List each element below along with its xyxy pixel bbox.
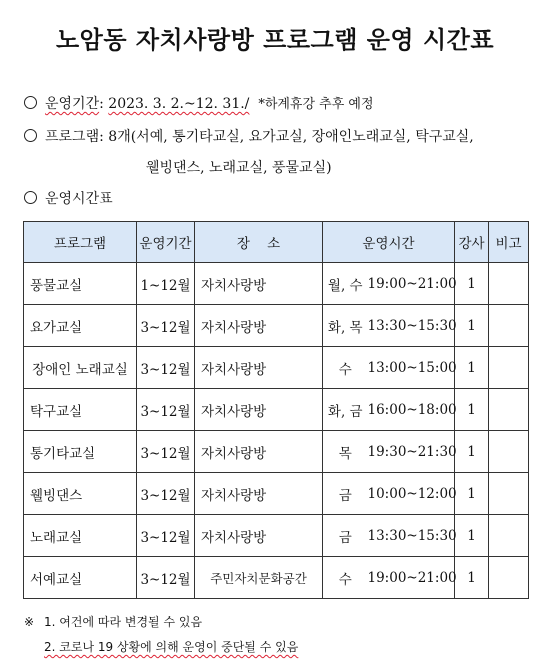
instructor-cell: 1	[455, 557, 489, 599]
programs-line: 프로그램: 8개(서예, 통기타교실, 요가교실, 장애인노래교실, 탁구교실,	[24, 126, 474, 146]
period-cell: 3~12월	[137, 389, 195, 431]
instructor-cell: 1	[455, 347, 489, 389]
period-cell: 3~12월	[137, 305, 195, 347]
table-row	[24, 263, 529, 305]
note-cell	[489, 389, 529, 431]
program-cell: 요가교실	[24, 305, 137, 347]
programs-line1: 8개(서예, 통기타교실, 요가교실, 장애인노래교실, 탁구교실,	[108, 129, 474, 145]
time-cell: 16:00~18:00	[368, 389, 455, 431]
day-cell: 금	[323, 473, 368, 515]
note-text: 1. 여건에 따라 변경될 수 있음	[44, 615, 203, 629]
day-cell: 수	[323, 557, 368, 599]
program-cell: 노래교실	[24, 515, 137, 557]
programs-line2: 웰빙댄스, 노래교실, 풍물교실)	[146, 160, 332, 176]
note-cell	[489, 263, 529, 305]
schedule-label: 운영시간표	[45, 191, 113, 207]
time-cell: 10:00~12:00	[368, 473, 455, 515]
program-cell: 장애인 노래교실	[24, 347, 137, 389]
time-cell: 19:00~21:00	[368, 557, 455, 599]
instructor-cell: 1	[455, 431, 489, 473]
header-program: 프로그램	[24, 222, 137, 263]
period-value: 2023. 3. 2.~12. 31./	[108, 96, 250, 112]
note-text: 2. 코로나 19 상황에 의해 운영이 중단될 수 있음	[44, 640, 299, 654]
note-cell	[489, 431, 529, 473]
time-cell: 13:30~15:30	[368, 515, 455, 557]
notes-section	[24, 613, 298, 663]
time-cell: 13:30~15:30	[368, 305, 455, 347]
table-header-row	[24, 222, 529, 263]
circle-bullet-icon	[24, 129, 37, 142]
program-cell: 웰빙댄스	[24, 473, 137, 515]
program-cell: 탁구교실	[24, 389, 137, 431]
instructor-cell: 1	[455, 305, 489, 347]
place-cell: 자치사랑방	[195, 389, 323, 431]
header-instructor: 강사	[455, 222, 489, 263]
table-row	[24, 431, 529, 473]
day-cell: 월, 수	[323, 263, 368, 305]
table-row	[24, 347, 529, 389]
period-cell: 3~12월	[137, 515, 195, 557]
program-cell: 서예교실	[24, 557, 137, 599]
period-line: 운영기간: 2023. 3. 2.~12. 31./ *하계휴강 추후 예정	[24, 93, 374, 113]
note-cell	[489, 305, 529, 347]
note-cell	[489, 515, 529, 557]
place-cell: 자치사랑방	[195, 305, 323, 347]
instructor-cell: 1	[455, 389, 489, 431]
period-cell: 3~12월	[137, 431, 195, 473]
note-marker: ※	[24, 615, 35, 629]
program-cell: 풍물교실	[24, 263, 137, 305]
period-cell: 3~12월	[137, 347, 195, 389]
note-item	[24, 613, 298, 630]
header-period: 운영기간	[137, 222, 195, 263]
day-cell: 금	[323, 515, 368, 557]
day-cell: 화, 목	[323, 305, 368, 347]
table-row	[24, 389, 529, 431]
place-cell: 자치사랑방	[195, 347, 323, 389]
note-cell	[489, 473, 529, 515]
circle-bullet-icon	[24, 96, 37, 109]
day-cell: 화, 금	[323, 389, 368, 431]
place-cell: 자치사랑방	[195, 263, 323, 305]
time-cell: 19:30~21:30	[368, 431, 455, 473]
period-cell: 3~12월	[137, 473, 195, 515]
program-cell: 통기타교실	[24, 431, 137, 473]
table-row	[24, 515, 529, 557]
day-cell: 목	[323, 431, 368, 473]
time-cell: 13:00~15:00	[368, 347, 455, 389]
programs-label: 프로그램	[45, 129, 100, 145]
schedule-heading	[24, 188, 113, 208]
table-row	[24, 557, 529, 599]
period-cell: 1~12월	[137, 263, 195, 305]
period-note: *하계휴강 추후 예정	[258, 97, 374, 112]
schedule-table	[23, 221, 529, 599]
instructor-cell: 1	[455, 515, 489, 557]
note-item	[24, 638, 298, 655]
time-cell: 19:00~21:00	[368, 263, 455, 305]
table-row	[24, 305, 529, 347]
header-place: 장 소	[195, 222, 323, 263]
instructor-cell: 1	[455, 263, 489, 305]
header-time: 운영시간	[323, 222, 455, 263]
place-cell: 자치사랑방	[195, 431, 323, 473]
instructor-cell: 1	[455, 473, 489, 515]
place-cell: 자치사랑방	[195, 515, 323, 557]
page-title: 노암동 자치사랑방 프로그램 운영 시간표	[55, 26, 495, 54]
note-cell	[489, 347, 529, 389]
table-row	[24, 473, 529, 515]
header-note: 비고	[489, 222, 529, 263]
place-cell: 주민자치문화공간	[195, 557, 323, 599]
place-cell: 자치사랑방	[195, 473, 323, 515]
period-cell: 3~12월	[137, 557, 195, 599]
circle-bullet-icon	[24, 191, 37, 204]
day-cell: 수	[323, 347, 368, 389]
period-label: 운영기간	[45, 96, 100, 112]
note-cell	[489, 557, 529, 599]
